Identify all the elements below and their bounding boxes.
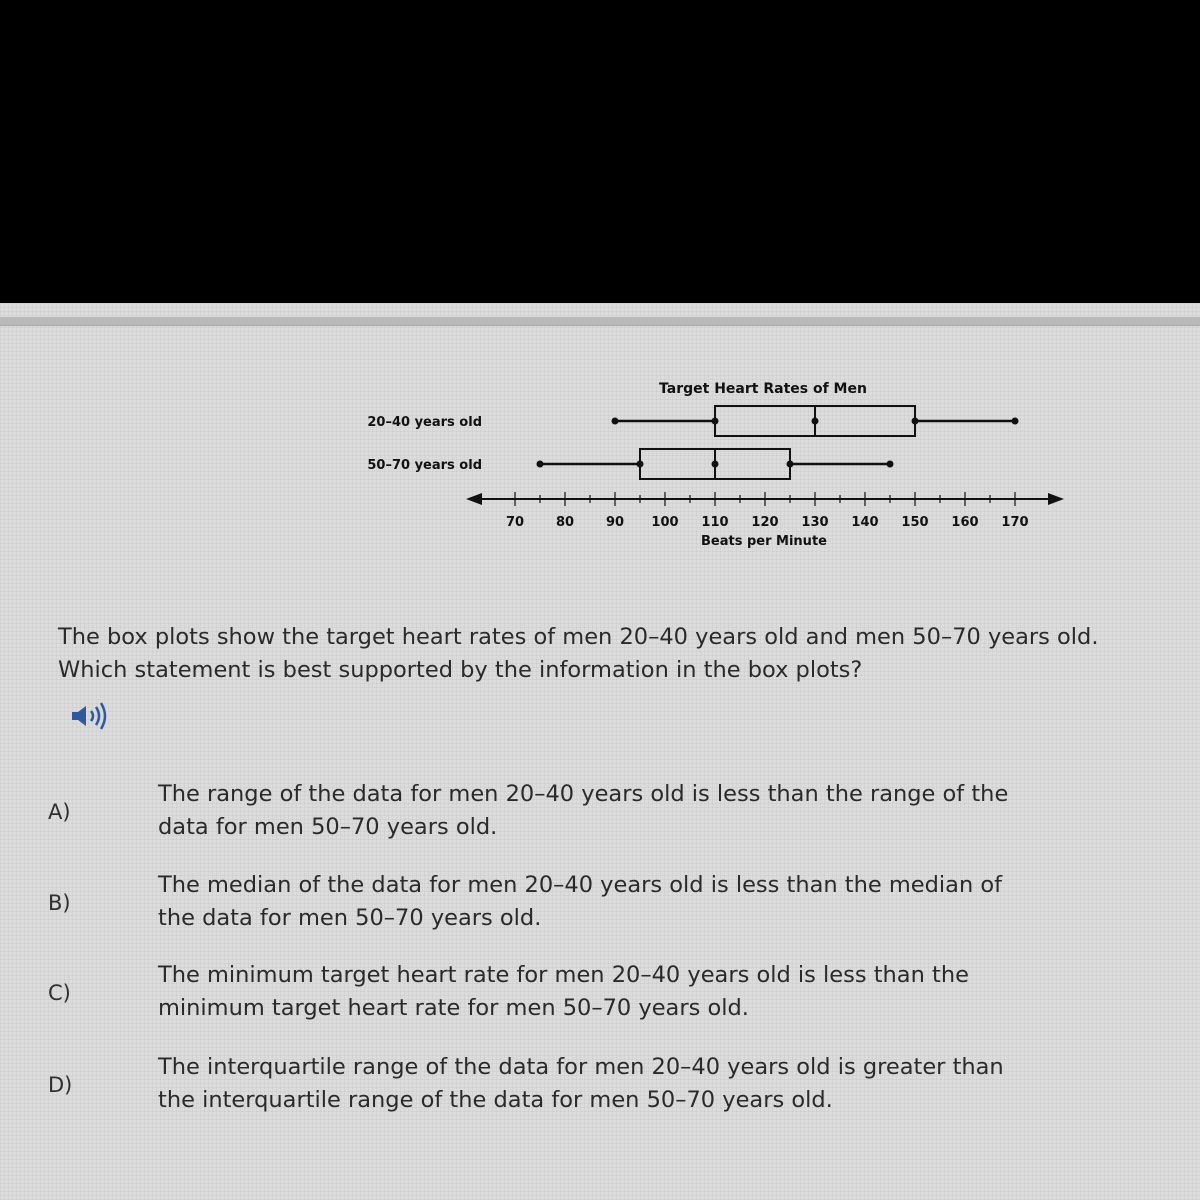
choice-d-line-1: The interquartile range of the data for men 20–40 years old is greater than <box>158 1054 1004 1080</box>
tick-label: 110 <box>701 515 729 530</box>
series-label: 50–70 years old <box>367 458 482 473</box>
tick-label: 70 <box>505 515 525 530</box>
x-axis-label: Beats per Minute <box>701 534 827 549</box>
choice-d-line-2: the interquartile range of the data for men 50–70 years old. <box>158 1087 833 1113</box>
tick-label: 120 <box>751 515 779 530</box>
axis-arrow-left <box>466 493 482 505</box>
choice-letter-d: D) <box>48 1073 73 1097</box>
q3-point <box>912 418 919 425</box>
tick-label: 130 <box>801 515 829 530</box>
app-screen <box>0 303 1200 1200</box>
series-layer <box>367 406 1018 479</box>
q3-point <box>787 461 794 468</box>
min-point <box>537 461 544 468</box>
q1-point <box>637 461 644 468</box>
choice-a-line-1: The range of the data for men 20–40 years old is less than the range of the <box>158 781 1009 807</box>
max-point <box>887 461 894 468</box>
question-line-1: The box plots show the target heart rates of men 20–40 years old and men 50–70 years old. <box>58 624 1099 650</box>
tick-label: 170 <box>1001 515 1029 530</box>
choice-letter-a: A) <box>48 800 71 824</box>
min-point <box>612 418 619 425</box>
box-plot-series <box>367 406 1018 436</box>
tick-label: 160 <box>951 515 979 530</box>
choice-text-b <box>158 869 1038 935</box>
choice-letter-b: B) <box>48 891 71 915</box>
choice-text-a <box>158 778 1038 844</box>
tick-label: 150 <box>901 515 929 530</box>
choice-c-line-2: minimum target heart rate for men 50–70 years old. <box>158 995 749 1021</box>
box-plot-chart <box>0 303 1200 563</box>
question-line-2: Which statement is best supported by the information in the box plots? <box>58 657 863 683</box>
q1-point <box>712 418 719 425</box>
tick-label: 100 <box>651 515 679 530</box>
choice-b-line-2: the data for men 50–70 years old. <box>158 905 542 931</box>
tick-label: 90 <box>605 515 625 530</box>
box-plot-series <box>367 449 893 479</box>
choice-text-d <box>158 1051 1038 1117</box>
axis-arrow-right <box>1048 493 1064 505</box>
choice-c-line-1: The minimum target heart rate for men 20–40 years old is less than the <box>158 962 969 988</box>
choice-text-c <box>158 959 1038 1025</box>
tick-label: 140 <box>851 515 879 530</box>
x-axis <box>466 492 1064 530</box>
question-text <box>58 621 1158 687</box>
median-point <box>712 461 719 468</box>
choice-a-line-2: data for men 50–70 years old. <box>158 814 498 840</box>
median-point <box>812 418 819 425</box>
max-point <box>1012 418 1019 425</box>
choice-letter-c: C) <box>48 981 71 1005</box>
choice-b-line-1: The median of the data for men 20–40 years old is less than the median of <box>158 872 1003 898</box>
speaker-icon[interactable] <box>68 701 118 731</box>
chart-title: Target Heart Rates of Men <box>659 381 867 397</box>
series-label: 20–40 years old <box>367 415 482 430</box>
tick-label: 80 <box>555 515 575 530</box>
